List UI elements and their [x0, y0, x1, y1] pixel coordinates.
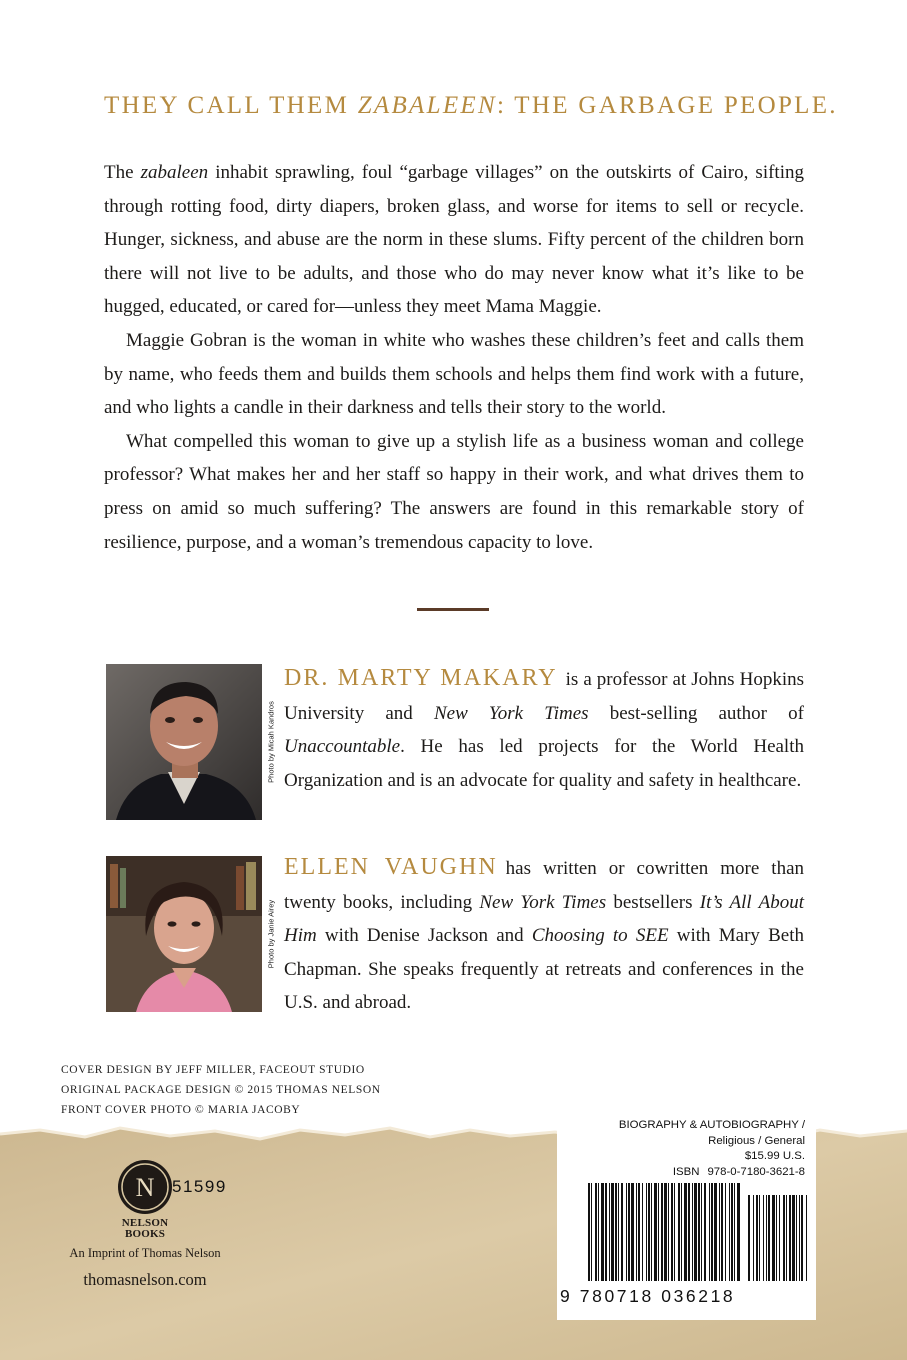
barcode-bar — [628, 1183, 630, 1281]
publisher-website: thomasnelson.com — [83, 1270, 207, 1289]
bisac-subcategory: Religious / General — [708, 1134, 805, 1147]
barcode-bar — [615, 1183, 617, 1281]
barcode-bar — [714, 1183, 717, 1281]
author-bio-marty-makary: DR. MARTY MAKARY is a professor at Johns Hopkins University and New York Times best-selling author of Unaccountable. He has led projects for the World Health Organization and is an advocate for quality and safety in healthcare. — [284, 665, 805, 791]
barcode-bar — [737, 1183, 740, 1281]
barcode-bar — [658, 1183, 659, 1281]
barcode-bar — [692, 1183, 693, 1281]
addon-barcode-bar — [748, 1195, 750, 1281]
barcode-bar — [681, 1183, 682, 1281]
barcode-bar — [618, 1183, 619, 1281]
blurb-paragraph-1: The zabaleen inhabit sprawling, foul “garbage villages” on the outskirts of Cairo, sifting through rotting food, dirty diapers, broken glass, and worse for items to sell or recycle. Hunger, sickness, and abuse are the norm in these slums. Fifty percent of the children born there will not live to be adults, and those who do may never know what it’s like to be hugged, educated, or cared for—unless they meet Mama Maggie. — [104, 162, 804, 318]
barcode-bar — [654, 1183, 657, 1281]
barcode-bar — [642, 1183, 643, 1281]
barcode-bar — [671, 1183, 673, 1281]
barcode-bar — [591, 1183, 592, 1281]
addon-barcode-bar — [783, 1195, 785, 1281]
barcode-bar — [684, 1183, 687, 1281]
price-label: $15.99 U.S. — [744, 1150, 805, 1163]
barcode-bar — [638, 1183, 640, 1281]
addon-barcode-bar — [759, 1195, 760, 1281]
photo-credit-makary: Photo by Micah Kandros — [266, 701, 276, 783]
author-name: DR. MARTY MAKARY — [284, 665, 558, 691]
barcode-bar — [609, 1183, 610, 1281]
addon-barcode-bar — [779, 1195, 780, 1281]
credit-line: ORIGINAL PACKAGE DESIGN © 2015 THOMAS NELSON — [61, 1083, 381, 1096]
barcode-bar — [601, 1183, 604, 1281]
addon-barcode-bar — [766, 1195, 767, 1281]
addon-barcode-bar — [753, 1195, 754, 1281]
addon-barcode-bar — [768, 1195, 770, 1281]
addon-barcode-bar — [796, 1195, 797, 1281]
barcode-bar — [678, 1183, 680, 1281]
photo-credit-vaughn: Photo by Janie Airey — [266, 899, 276, 969]
barcode-bar — [588, 1183, 590, 1281]
imprint-name: NELSON BOOKS — [121, 1217, 169, 1240]
barcode-bar — [704, 1183, 706, 1281]
imprint-note: An Imprint of Thomas Nelson — [69, 1246, 221, 1260]
addon-barcode-bar — [756, 1195, 758, 1281]
addon-barcode-bar — [789, 1195, 791, 1281]
barcode-bar — [709, 1183, 710, 1281]
logo-letter: N — [135, 1173, 155, 1202]
ean-digits: 9 780718 036218 — [560, 1286, 736, 1306]
barcode-bar — [711, 1183, 713, 1281]
addon-barcode-bar — [786, 1195, 787, 1281]
credit-line: FRONT COVER PHOTO © MARIA JACOBY — [61, 1103, 301, 1116]
barcode-bar — [734, 1183, 735, 1281]
addon-barcode-bar — [776, 1195, 777, 1281]
headline-emphasis: ZABALEEN — [357, 92, 497, 119]
barcode-bar — [598, 1183, 599, 1281]
barcode-bar — [595, 1183, 597, 1281]
barcode-bar — [721, 1183, 723, 1281]
barcode-bar — [674, 1183, 675, 1281]
credit-line: COVER DESIGN BY JEFF MILLER, FACEOUT STUDIO — [61, 1064, 365, 1076]
barcode-bar — [631, 1183, 634, 1281]
barcode-bar — [701, 1183, 702, 1281]
barcode-bar — [651, 1183, 652, 1281]
barcode-bar — [648, 1183, 650, 1281]
barcode-bar — [621, 1183, 623, 1281]
nelson-books-logo-icon — [116, 1158, 174, 1216]
author-name: ELLEN VAUGHN — [284, 854, 498, 880]
barcode-bar — [636, 1183, 637, 1281]
barcode-bar — [664, 1183, 667, 1281]
isbn-line: ISBN 978-0-7180-3621-8 — [672, 1165, 805, 1178]
barcode-bar — [729, 1183, 730, 1281]
back-cover-headline: THEY CALL THEM ZABALEEN: THE GARBAGE PEOPLE. — [104, 92, 838, 119]
barcode-bar — [646, 1183, 647, 1281]
addon-barcode-bar — [806, 1195, 807, 1281]
barcode-bar — [611, 1183, 614, 1281]
barcode-bar — [694, 1183, 697, 1281]
barcode-bar — [626, 1183, 627, 1281]
addon-barcode-bar — [801, 1195, 803, 1281]
price-code: 51599 — [172, 1177, 227, 1196]
addon-barcode-bar — [763, 1195, 764, 1281]
barcode-bar — [719, 1183, 720, 1281]
barcode-bar — [731, 1183, 733, 1281]
addon-barcode-bar — [792, 1195, 795, 1281]
blurb-paragraph-2: Maggie Gobran is the woman in white who washes these children’s feet and calls them by name, who feeds them and builds them schools and helps them find work with a future, and who lights a candle in their darkness and tells their story to the world. — [104, 329, 804, 419]
barcode-bar — [605, 1183, 607, 1281]
barcode-bar — [668, 1183, 669, 1281]
blurb-paragraph-3: What compelled this woman to give up a stylish life as a business woman and college professor? What makes her and her staff so happy in their work, and what drives them to press on amid so much suffering? The answers are found in this remarkable story of resilience, purpose, and a woman’s tremendous capacity to love. — [104, 430, 804, 553]
barcode-bars — [588, 1183, 810, 1285]
barcode-bar — [661, 1183, 663, 1281]
barcode-info — [619, 1118, 805, 1180]
barcode-bar — [698, 1183, 700, 1281]
bisac-category: BIOGRAPHY & AUTOBIOGRAPHY / — [618, 1119, 805, 1131]
author-bio-ellen-vaughn: ELLEN VAUGHN has written or cowritten more than twenty books, including New York Times bestsellers It’s All About Him with Denise Jackson and Choosing to SEE with Mary Beth Chapman. She speaks frequently at retreats and conferences in the U.S. and abroad. — [284, 854, 805, 1014]
barcode-bar — [725, 1183, 726, 1281]
addon-barcode-bar — [799, 1195, 800, 1281]
addon-barcode-bar — [772, 1195, 775, 1281]
barcode-bar — [688, 1183, 690, 1281]
